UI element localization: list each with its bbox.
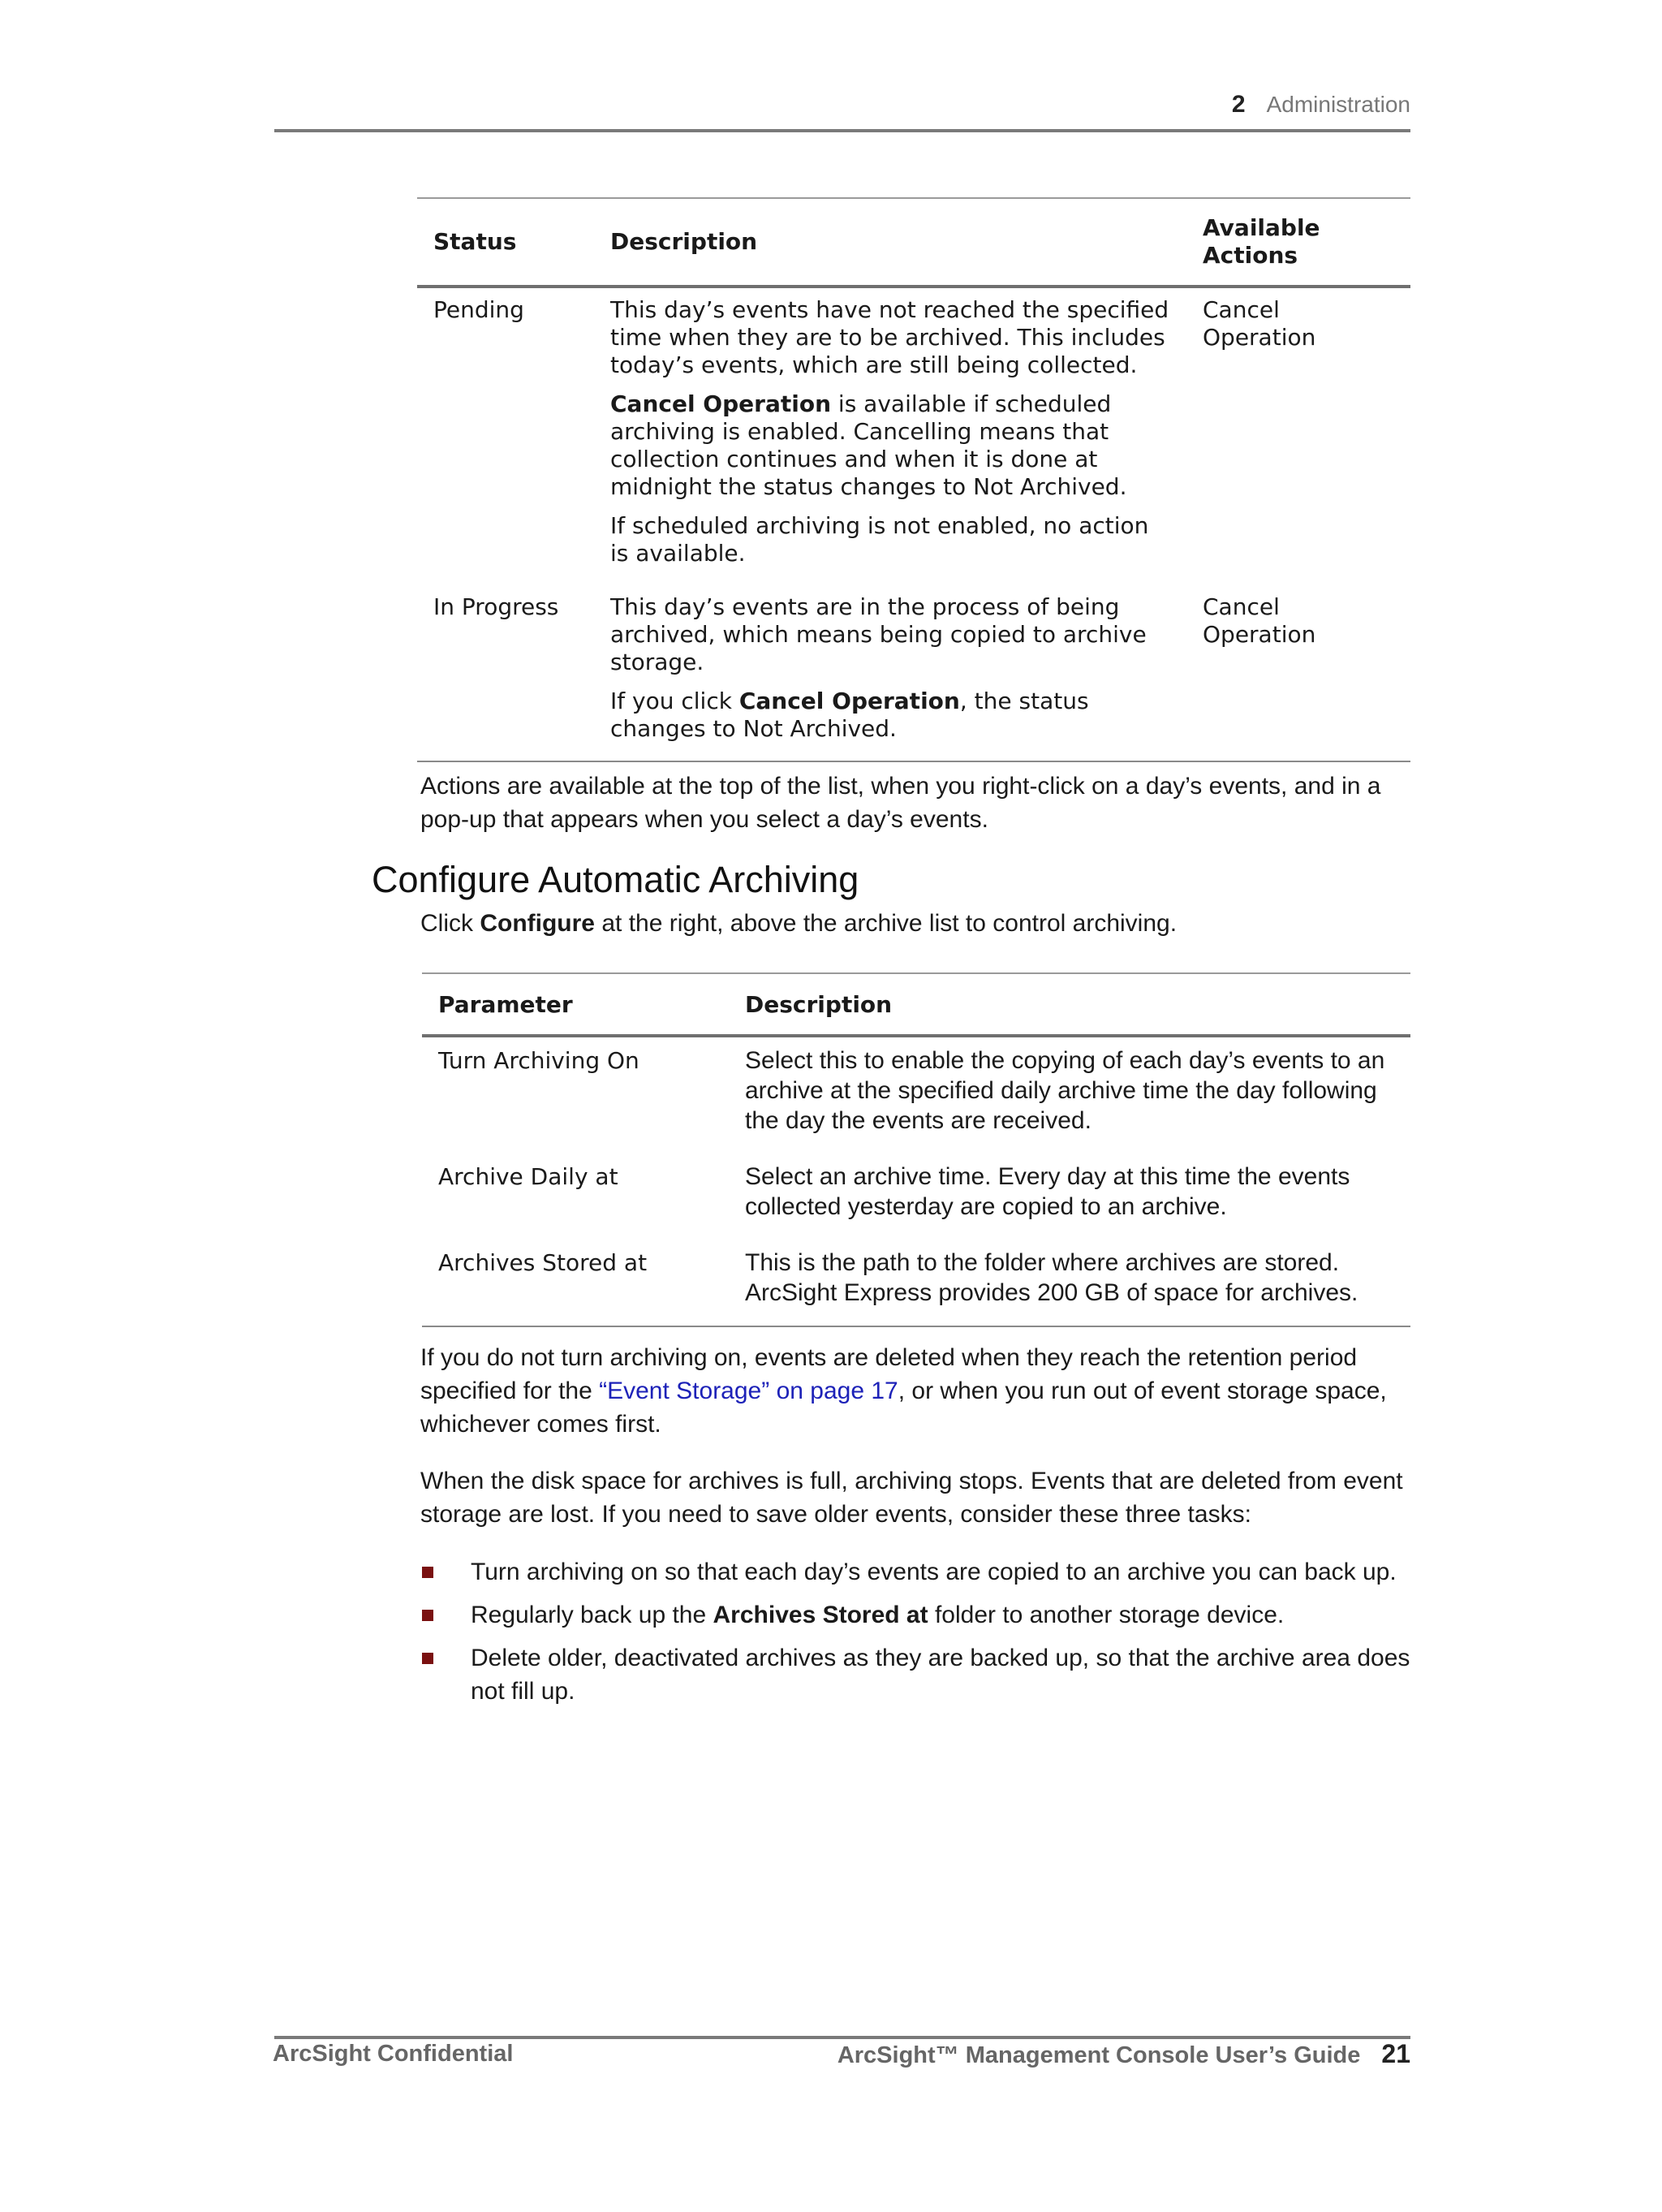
- retention-post: , or when you run out of event storage space, whichever comes first.: [420, 1378, 1387, 1438]
- column-header-status: Status: [433, 228, 517, 255]
- square-bullet-icon: [422, 1653, 433, 1664]
- bold-term: Cancel Operation: [738, 688, 960, 714]
- retention-paragraph: [420, 1341, 1419, 1441]
- footer-confidential: ArcSight Confidential: [273, 2041, 514, 2067]
- description-cell: This is the path to the folder where archives are stored. ArcSight Express provides 200 GB of space for archives.: [745, 1249, 1358, 1306]
- description-text: If scheduled archiving is not enabled, no action is available.: [610, 512, 1149, 567]
- column-header-description: Description: [610, 228, 758, 255]
- intro-pre: Click: [420, 910, 480, 937]
- table-row: [417, 585, 1410, 761]
- square-bullet-icon: [422, 1610, 433, 1621]
- intro-post: at the right, above the archive list to control archiving.: [595, 910, 1178, 937]
- page-number: 21: [1381, 2039, 1410, 2068]
- table-header-row: [417, 198, 1410, 287]
- status-table: [417, 197, 1410, 762]
- status-cell: Pending: [433, 296, 524, 323]
- parameter-cell: Archives Stored at: [438, 1249, 648, 1276]
- available-actions-label: Available Actions: [1203, 214, 1320, 269]
- bold-term: Cancel Operation: [610, 390, 832, 417]
- description-text-pre: If you click: [610, 688, 739, 714]
- header-divider: [274, 129, 1410, 132]
- table-row: [417, 287, 1410, 585]
- column-header-available-actions: [1186, 198, 1410, 287]
- chapter-title: Administration: [1266, 92, 1410, 117]
- description-text: This day’s events are in the process of being archived, which means being copied to archive storage.: [610, 593, 1147, 675]
- table-row: [422, 1036, 1410, 1153]
- retention-pre: If you do not turn archiving on, events are deleted when they reach the retention period specified for the: [420, 1344, 1358, 1404]
- column-header-description: Description: [745, 990, 893, 1018]
- column-header-parameter: Parameter: [438, 990, 573, 1018]
- description-cell: Select an archive time. Every day at this time the events collected yesterday are copied to an archive.: [745, 1163, 1350, 1220]
- footer-guide-title: ArcSight™ Management Console User’s Guide: [837, 2042, 1361, 2068]
- description-text: This day’s events have not reached the specified time when they are to be archived. This includes today’s events, which are still being collected.: [610, 296, 1169, 378]
- description-text: [610, 390, 1170, 501]
- section-intro: [420, 907, 1419, 940]
- task-list: [420, 1555, 1419, 1718]
- parameter-cell: Archive Daily at: [438, 1163, 618, 1190]
- event-storage-link[interactable]: “Event Storage” on page 17: [599, 1378, 898, 1404]
- page-footer: [837, 2039, 1410, 2069]
- description-text-rest: , the status changes to Not Archived.: [610, 688, 1089, 742]
- table-header-row: [422, 973, 1410, 1036]
- status-cell: In Progress: [433, 593, 559, 620]
- table-row: [422, 1240, 1410, 1326]
- description-cell: [594, 585, 1186, 761]
- list-item: [420, 1598, 1419, 1632]
- description-cell: Select this to enable the copying of each day’s events to an archive at the specified daily archive time the day following the day the events are received.: [745, 1047, 1385, 1134]
- list-item-text-rest: folder to another storage device.: [928, 1602, 1285, 1628]
- square-bullet-icon: [422, 1567, 433, 1578]
- description-text-rest: is available if scheduled archiving is enabled. Cancelling means that collection continues and when it is done at midnight the status changes to Not Archived.: [610, 390, 1127, 500]
- bold-term: Archives Stored at: [713, 1602, 928, 1628]
- list-item-text: Delete older, deactivated archives as they are backed up, so that the archive area does not fill up.: [471, 1645, 1410, 1705]
- list-item-text: Regularly back up the: [471, 1602, 713, 1628]
- list-item-text: Turn archiving on so that each day’s events are copied to an archive you can back up.: [471, 1559, 1397, 1585]
- actions-paragraph: Actions are available at the top of the list, when you right-click on a day’s events, and in a pop-up that appears when you select a day’s events.: [420, 773, 1381, 833]
- configure-term: Configure: [480, 910, 595, 937]
- action-cell: Cancel Operation: [1203, 593, 1316, 648]
- parameter-cell: Turn Archiving On: [438, 1047, 639, 1074]
- parameter-table: [422, 972, 1410, 1327]
- list-item: [420, 1555, 1419, 1589]
- action-cell: Cancel Operation: [1203, 296, 1316, 351]
- disk-paragraph: When the disk space for archives is full, archiving stops. Events that are deleted from event storage are lost. If you need to save older events, consider these three tasks:: [420, 1468, 1403, 1528]
- section-heading: Configure Automatic Archiving: [372, 859, 859, 900]
- table-row: [422, 1153, 1410, 1240]
- description-cell: [594, 287, 1186, 585]
- chapter-number: 2: [1231, 91, 1246, 118]
- description-text: [610, 688, 1170, 743]
- list-item: [420, 1641, 1419, 1708]
- page-header: [1232, 91, 1410, 119]
